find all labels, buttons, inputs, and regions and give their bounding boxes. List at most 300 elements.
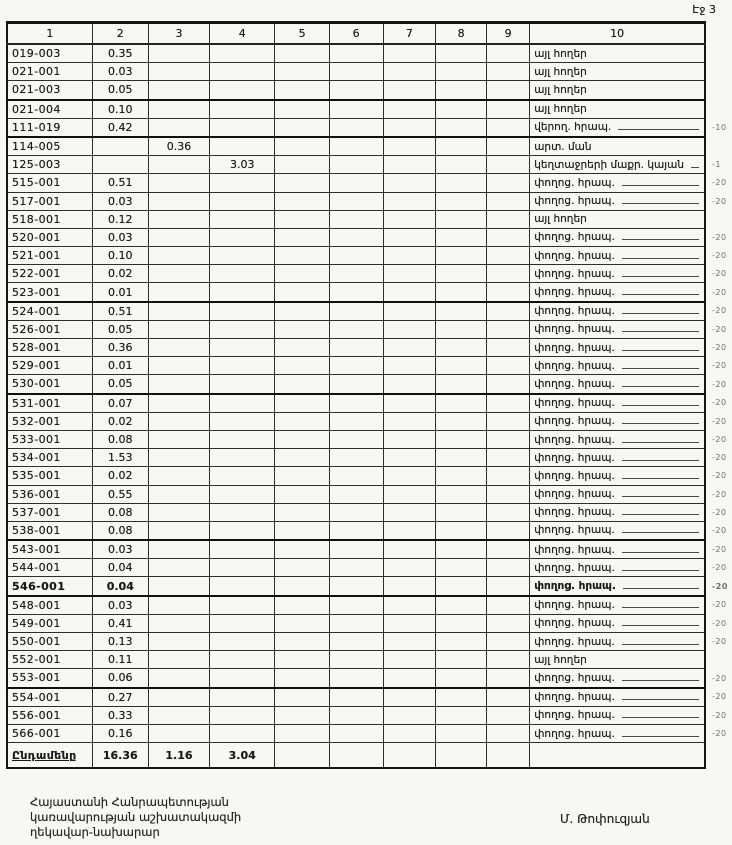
cell-land-use: [530, 283, 705, 302]
table-row: [7, 137, 731, 156]
cell-empty: [383, 467, 436, 485]
cell-empty: [486, 669, 529, 688]
cell-empty: [486, 633, 529, 651]
cell-empty: [486, 118, 529, 137]
cell-empty: [486, 540, 529, 559]
cell-empty: [383, 118, 436, 137]
cell-land-use: [530, 651, 705, 669]
cell-empty: [486, 81, 529, 100]
total-empty-cell: [530, 743, 705, 769]
cell-empty: [383, 503, 436, 521]
cell-empty: [486, 503, 529, 521]
cell-area-col2: [92, 137, 148, 156]
cell-area-col4: [210, 394, 275, 413]
cell-area-col4: [210, 706, 275, 724]
margin-mark: -20: [711, 489, 727, 499]
table-row: [7, 669, 731, 688]
cell-area-col3: [148, 339, 209, 357]
cell-empty: [486, 688, 529, 707]
cell-area-col2: 0.01: [92, 357, 148, 375]
cell-empty: [275, 375, 330, 394]
cell-area-col3: [148, 302, 209, 321]
cell-area-col4: [210, 228, 275, 246]
cell-empty: [436, 706, 487, 724]
cell-area-col4: [210, 118, 275, 137]
cell-area-col4: [210, 633, 275, 651]
cell-empty: [329, 651, 383, 669]
cell-empty: [486, 339, 529, 357]
trailing-line: [622, 368, 699, 369]
land-use-text: փողոց. հրապ.: [534, 506, 615, 519]
trailing-line: [622, 644, 699, 645]
cell-empty: [329, 394, 383, 413]
land-use-text: փողոց. հրապ.: [534, 524, 615, 537]
cell-empty: [329, 44, 383, 63]
cell-empty: [436, 247, 487, 265]
cell-code: 535-001: [7, 467, 92, 485]
trailing-line: [622, 185, 699, 186]
margin-mark: -20: [711, 526, 727, 536]
cell-empty: [436, 467, 487, 485]
cell-area-col4: [210, 320, 275, 338]
cell-land-use: [530, 357, 705, 375]
cell-empty: [436, 559, 487, 577]
cell-area-col2: 0.51: [92, 174, 148, 192]
total-area-col2: 16.36: [92, 743, 148, 769]
cell-area-col3: [148, 394, 209, 413]
total-empty-cell: [383, 743, 436, 769]
table-row: [7, 192, 731, 210]
cell-area-col2: 0.35: [92, 44, 148, 63]
cell-land-use: [530, 210, 705, 228]
cell-empty: [329, 688, 383, 707]
trailing-line: [622, 552, 699, 553]
margin-mark: -20: [711, 618, 727, 628]
cell-empty: [436, 265, 487, 283]
cell-land-use: [530, 633, 705, 651]
table-row: [7, 394, 731, 413]
cell-empty: [383, 247, 436, 265]
cell-area-col2: 0.10: [92, 100, 148, 119]
cell-empty: [275, 430, 330, 448]
margin-mark: -20: [711, 178, 727, 188]
table-row: [7, 412, 731, 430]
table-row: [7, 521, 731, 540]
cell-empty: [436, 156, 487, 174]
cell-empty: [275, 283, 330, 302]
cell-area-col2: 0.05: [92, 375, 148, 394]
cell-empty: [329, 669, 383, 688]
cell-empty: [436, 100, 487, 119]
land-use-text: փողոց. հրապ.: [534, 231, 615, 244]
trailing-line: [622, 331, 699, 332]
cell-area-col4: [210, 669, 275, 688]
cell-area-col2: 0.11: [92, 651, 148, 669]
cell-empty: [486, 357, 529, 375]
cell-empty: [436, 283, 487, 302]
cell-empty: [329, 357, 383, 375]
cell-code: 538-001: [7, 521, 92, 540]
cell-empty: [329, 485, 383, 503]
table-row: [7, 247, 731, 265]
cell-empty: [329, 540, 383, 559]
land-use-text: փողոց. հրապ.: [534, 561, 615, 574]
cell-code: 523-001: [7, 283, 92, 302]
cell-code: 021-001: [7, 63, 92, 81]
cell-empty: [275, 302, 330, 321]
cell-empty: [383, 706, 436, 724]
land-use-text: փողոց. հրապ.: [534, 267, 615, 280]
land-use-text: փողոց. հրապ.: [534, 580, 616, 593]
cell-area-col3: [148, 247, 209, 265]
land-use-text: փողոց. հրապ.: [534, 469, 615, 482]
cell-area-col4: [210, 210, 275, 228]
cell-empty: [436, 651, 487, 669]
land-use-text: փողոց. հրապ.: [534, 635, 615, 648]
cell-code: 021-003: [7, 81, 92, 100]
cell-empty: [383, 412, 436, 430]
cell-empty: [486, 485, 529, 503]
trailing-line: [622, 313, 699, 314]
column-header-10: 10: [530, 23, 705, 45]
cell-empty: [486, 467, 529, 485]
cell-land-use: [530, 44, 705, 63]
margin-mark: [705, 63, 731, 81]
margin-mark: -20: [711, 435, 727, 445]
cell-area-col3: [148, 577, 209, 596]
table-row: [7, 302, 731, 321]
cell-empty: [383, 375, 436, 394]
cell-area-col3: [148, 412, 209, 430]
cell-land-use: [530, 247, 705, 265]
trailing-line: [622, 699, 699, 700]
cell-area-col3: [148, 100, 209, 119]
table-row: [7, 706, 731, 724]
issuer-line: Հայաստանի Հանրապետության: [30, 795, 229, 809]
cell-area-col4: [210, 283, 275, 302]
cell-empty: [383, 192, 436, 210]
cell-empty: [275, 265, 330, 283]
margin-mark: [705, 651, 731, 669]
cell-empty: [486, 706, 529, 724]
cell-empty: [383, 174, 436, 192]
cell-empty: [329, 633, 383, 651]
cell-empty: [383, 283, 436, 302]
cell-empty: [329, 302, 383, 321]
cell-code: 111-019: [7, 118, 92, 137]
table-row: [7, 339, 731, 357]
land-use-text: փողոց. հրապ.: [534, 451, 615, 464]
land-use-text: այլ հողեր: [534, 83, 587, 96]
land-use-text: արտ. ման: [534, 140, 592, 153]
cell-empty: [383, 430, 436, 448]
table-row: [7, 156, 731, 174]
cell-area-col2: 0.10: [92, 247, 148, 265]
cell-area-col3: [148, 724, 209, 742]
trailing-line: [622, 239, 699, 240]
cell-land-use: [530, 118, 705, 137]
trailing-line: [623, 588, 699, 589]
land-use-text: այլ հողեր: [534, 47, 587, 60]
cell-empty: [275, 577, 330, 596]
cell-area-col2: 0.03: [92, 192, 148, 210]
cell-empty: [329, 412, 383, 430]
cell-code: 546-001: [7, 577, 92, 596]
cell-empty: [275, 651, 330, 669]
cell-land-use: [530, 706, 705, 724]
cell-code: 554-001: [7, 688, 92, 707]
cell-empty: [436, 521, 487, 540]
cell-empty: [275, 100, 330, 119]
cell-area-col3: [148, 706, 209, 724]
cell-land-use: [530, 503, 705, 521]
cell-empty: [275, 247, 330, 265]
column-header-4: 4: [210, 23, 275, 45]
cell-empty: [436, 485, 487, 503]
land-use-text: փողոց. հրապ.: [534, 543, 615, 556]
trailing-line: [622, 203, 699, 204]
cell-code: 544-001: [7, 559, 92, 577]
cell-empty: [436, 430, 487, 448]
cell-empty: [275, 724, 330, 742]
cell-empty: [329, 339, 383, 357]
cell-area-col2: 0.51: [92, 302, 148, 321]
trailing-line: [622, 496, 699, 497]
cell-empty: [275, 81, 330, 100]
land-use-text: փողոց. հրապ.: [534, 359, 615, 372]
land-use-text: փողոց. հրապ.: [534, 305, 615, 318]
margin-mark: [705, 100, 731, 119]
cell-code: 526-001: [7, 320, 92, 338]
cell-empty: [329, 100, 383, 119]
margin-mark: -20: [711, 453, 727, 463]
margin-mark: -20: [711, 306, 727, 316]
cell-area-col3: [148, 521, 209, 540]
cell-area-col3: [148, 174, 209, 192]
cell-area-col2: 0.02: [92, 467, 148, 485]
cell-empty: [329, 210, 383, 228]
cell-area-col3: [148, 669, 209, 688]
cell-code: 530-001: [7, 375, 92, 394]
cell-area-col2: 0.04: [92, 559, 148, 577]
trailing-line: [622, 625, 699, 626]
land-use-text: փողոց. հրապ.: [534, 488, 615, 501]
margin-mark: -20: [711, 398, 727, 408]
cell-land-use: [530, 430, 705, 448]
cell-empty: [486, 302, 529, 321]
cell-area-col4: [210, 577, 275, 596]
trailing-line: [622, 294, 699, 295]
cell-area-col4: [210, 174, 275, 192]
land-use-text: փողոց. հրապ.: [534, 341, 615, 354]
cell-code: 566-001: [7, 724, 92, 742]
cell-empty: [436, 688, 487, 707]
total-area-col3: 1.16: [148, 743, 209, 769]
cell-empty: [275, 633, 330, 651]
cell-empty: [486, 449, 529, 467]
land-use-text: փողոց. հրապ.: [534, 599, 615, 612]
cell-area-col2: 0.13: [92, 633, 148, 651]
cell-empty: [486, 228, 529, 246]
cell-empty: [383, 320, 436, 338]
cell-empty: [383, 521, 436, 540]
cell-empty: [275, 467, 330, 485]
table-row: [7, 503, 731, 521]
trailing-line: [691, 167, 699, 168]
table-row: [7, 559, 731, 577]
cell-empty: [486, 614, 529, 632]
cell-area-col2: 0.05: [92, 320, 148, 338]
cell-code: 019-003: [7, 44, 92, 63]
cell-empty: [329, 192, 383, 210]
cell-empty: [383, 228, 436, 246]
cell-land-use: [530, 521, 705, 540]
cell-empty: [436, 375, 487, 394]
cell-area-col2: 0.33: [92, 706, 148, 724]
cell-area-col3: [148, 44, 209, 63]
cell-empty: [383, 614, 436, 632]
cell-area-col4: [210, 192, 275, 210]
cell-empty: [275, 357, 330, 375]
land-use-text: այլ հողեր: [534, 65, 587, 78]
land-use-text: փողոց. հրապ.: [534, 415, 615, 428]
land-use-text: փողոց. հրապ.: [534, 377, 615, 390]
cell-area-col3: [148, 651, 209, 669]
cell-land-use: [530, 156, 705, 174]
cell-empty: [383, 724, 436, 742]
table-row: [7, 320, 731, 338]
cell-area-col2: 0.02: [92, 265, 148, 283]
cell-land-use: [530, 81, 705, 100]
land-use-text: փողոց. հրապ.: [534, 249, 615, 262]
cell-empty: [436, 320, 487, 338]
total-empty-cell: [275, 743, 330, 769]
cell-empty: [275, 559, 330, 577]
trailing-line: [622, 276, 699, 277]
cell-area-col3: [148, 430, 209, 448]
margin-mark: -20: [711, 379, 727, 389]
cell-empty: [436, 633, 487, 651]
cell-empty: [486, 412, 529, 430]
cell-empty: [329, 81, 383, 100]
cell-land-use: [530, 137, 705, 156]
cell-area-col4: [210, 724, 275, 742]
cell-empty: [486, 192, 529, 210]
cell-empty: [329, 320, 383, 338]
cell-empty: [486, 210, 529, 228]
cell-empty: [275, 137, 330, 156]
cell-area-col4: [210, 596, 275, 615]
cell-empty: [329, 724, 383, 742]
cell-land-use: [530, 375, 705, 394]
cell-area-col2: [92, 156, 148, 174]
table-row: [7, 210, 731, 228]
cell-area-col4: [210, 375, 275, 394]
cell-empty: [275, 394, 330, 413]
cell-empty: [329, 174, 383, 192]
cell-area-col3: [148, 485, 209, 503]
issuer-line: ղեկավար-նախարար: [30, 825, 160, 839]
cell-area-col2: 0.08: [92, 521, 148, 540]
margin-mark: -20: [711, 324, 727, 334]
cell-area-col4: [210, 485, 275, 503]
cell-code: 531-001: [7, 394, 92, 413]
cell-empty: [329, 228, 383, 246]
cell-empty: [486, 44, 529, 63]
total-empty-cell: [486, 743, 529, 769]
table-row: [7, 118, 731, 137]
cell-empty: [275, 339, 330, 357]
cell-empty: [383, 81, 436, 100]
cell-empty: [383, 449, 436, 467]
cell-area-col2: 0.41: [92, 614, 148, 632]
cell-area-col2: 0.55: [92, 485, 148, 503]
trailing-line: [622, 532, 699, 533]
margin-mark: -20: [711, 544, 727, 554]
total-empty-cell: [436, 743, 487, 769]
cell-empty: [275, 521, 330, 540]
cell-empty: [329, 706, 383, 724]
land-use-text: վերող. հրապ.: [534, 121, 612, 134]
cell-area-col4: [210, 44, 275, 63]
cell-empty: [329, 137, 383, 156]
trailing-line: [622, 570, 699, 571]
column-header-5: 5: [275, 23, 330, 45]
cell-area-col4: [210, 503, 275, 521]
cell-land-use: [530, 724, 705, 742]
cell-empty: [275, 485, 330, 503]
cell-empty: [436, 63, 487, 81]
cell-empty: [436, 394, 487, 413]
cell-area-col2: 0.03: [92, 63, 148, 81]
cell-area-col4: [210, 540, 275, 559]
cell-empty: [383, 540, 436, 559]
cell-code: 549-001: [7, 614, 92, 632]
margin-mark: [705, 137, 731, 156]
cell-code: 125-003: [7, 156, 92, 174]
cell-empty: [329, 559, 383, 577]
cell-area-col3: [148, 357, 209, 375]
cell-empty: [329, 577, 383, 596]
cell-empty: [275, 118, 330, 137]
cell-empty: [275, 688, 330, 707]
cell-land-use: [530, 192, 705, 210]
table-row: [7, 228, 731, 246]
cell-area-col2: 0.08: [92, 430, 148, 448]
land-use-text: փողոց. հրապ.: [534, 671, 615, 684]
cell-empty: [383, 559, 436, 577]
trailing-line: [622, 386, 699, 387]
trailing-line: [622, 680, 699, 681]
cell-empty: [486, 63, 529, 81]
table-row: [7, 633, 731, 651]
cell-empty: [486, 265, 529, 283]
cell-code: 520-001: [7, 228, 92, 246]
cell-area-col2: 0.36: [92, 339, 148, 357]
margin-mark: [705, 44, 731, 63]
cell-empty: [383, 669, 436, 688]
cell-code: 537-001: [7, 503, 92, 521]
table-row: [7, 265, 731, 283]
cell-area-col2: 0.01: [92, 283, 148, 302]
cell-empty: [436, 503, 487, 521]
cell-empty: [436, 596, 487, 615]
cell-area-col4: [210, 339, 275, 357]
cell-empty: [329, 430, 383, 448]
cell-area-col4: [210, 688, 275, 707]
cell-area-col2: 0.16: [92, 724, 148, 742]
cell-area-col3: [148, 228, 209, 246]
